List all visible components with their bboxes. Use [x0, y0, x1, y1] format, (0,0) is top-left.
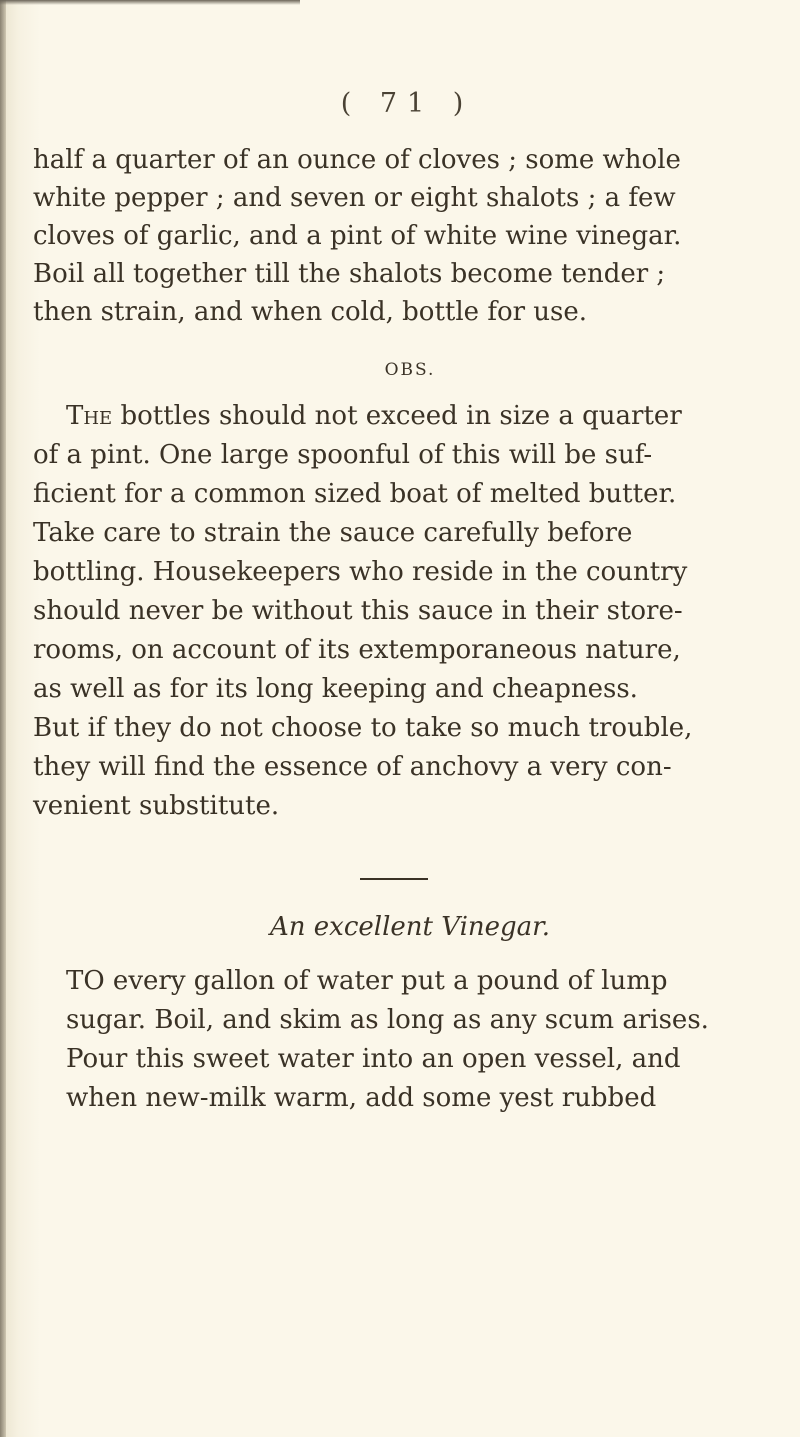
recipe-line: white pepper ; and seven or eight shalots ; a few [33, 183, 676, 213]
page-top-edge [0, 0, 300, 5]
obs-first-word: The [66, 401, 113, 431]
section-title: An excellent Vinegar. [269, 912, 550, 942]
obs-line: they will find the essence of anchovy a very con- [33, 752, 672, 782]
vinegar-first-line-text: every gallon of water put a pound of lump [104, 966, 668, 996]
obs-line: ficient for a common sized boat of melted butter. [33, 479, 677, 509]
vinegar-line: Pour this sweet water into an open vessel, and [66, 1044, 681, 1074]
obs-heading: OBS. [384, 360, 436, 380]
recipe-line: Boil all together till the shalots become tender ; [33, 259, 666, 289]
page-gutter-shadow [0, 0, 6, 1437]
obs-line: venient substitute. [33, 791, 280, 821]
obs-line: should never be without this sauce in their store- [33, 596, 683, 626]
recipe-line: then strain, and when cold, bottle for use. [33, 297, 588, 327]
vinegar-line: when new-milk warm, add some yest rubbed [66, 1083, 657, 1113]
recipe-line: half a quarter of an ounce of cloves ; some whole [33, 145, 681, 175]
obs-line: Take care to strain the sauce carefully before [33, 518, 633, 548]
section-divider [360, 878, 428, 880]
page-number: ( 71 ) [340, 88, 474, 119]
vinegar-line: sugar. Boil, and skim as long as any scum arises. [66, 1005, 709, 1035]
obs-line: But if they do not choose to take so much trouble, [33, 713, 693, 743]
recipe-line: cloves of garlic, and a pint of white wine vinegar. [33, 221, 682, 251]
obs-first-line [66, 401, 682, 431]
vinegar-first-line [66, 966, 668, 996]
obs-line: as well as for its long keeping and cheapness. [33, 674, 638, 704]
obs-line: bottling. Housekeepers who reside in the country [33, 557, 688, 587]
obs-line: rooms, on account of its extemporaneous nature, [33, 635, 681, 665]
obs-line: of a pint. One large spoonful of this will be suf- [33, 440, 653, 470]
obs-first-line-text: bottles should not exceed in size a quarter [112, 401, 682, 431]
vinegar-first-word: TO [66, 966, 105, 996]
